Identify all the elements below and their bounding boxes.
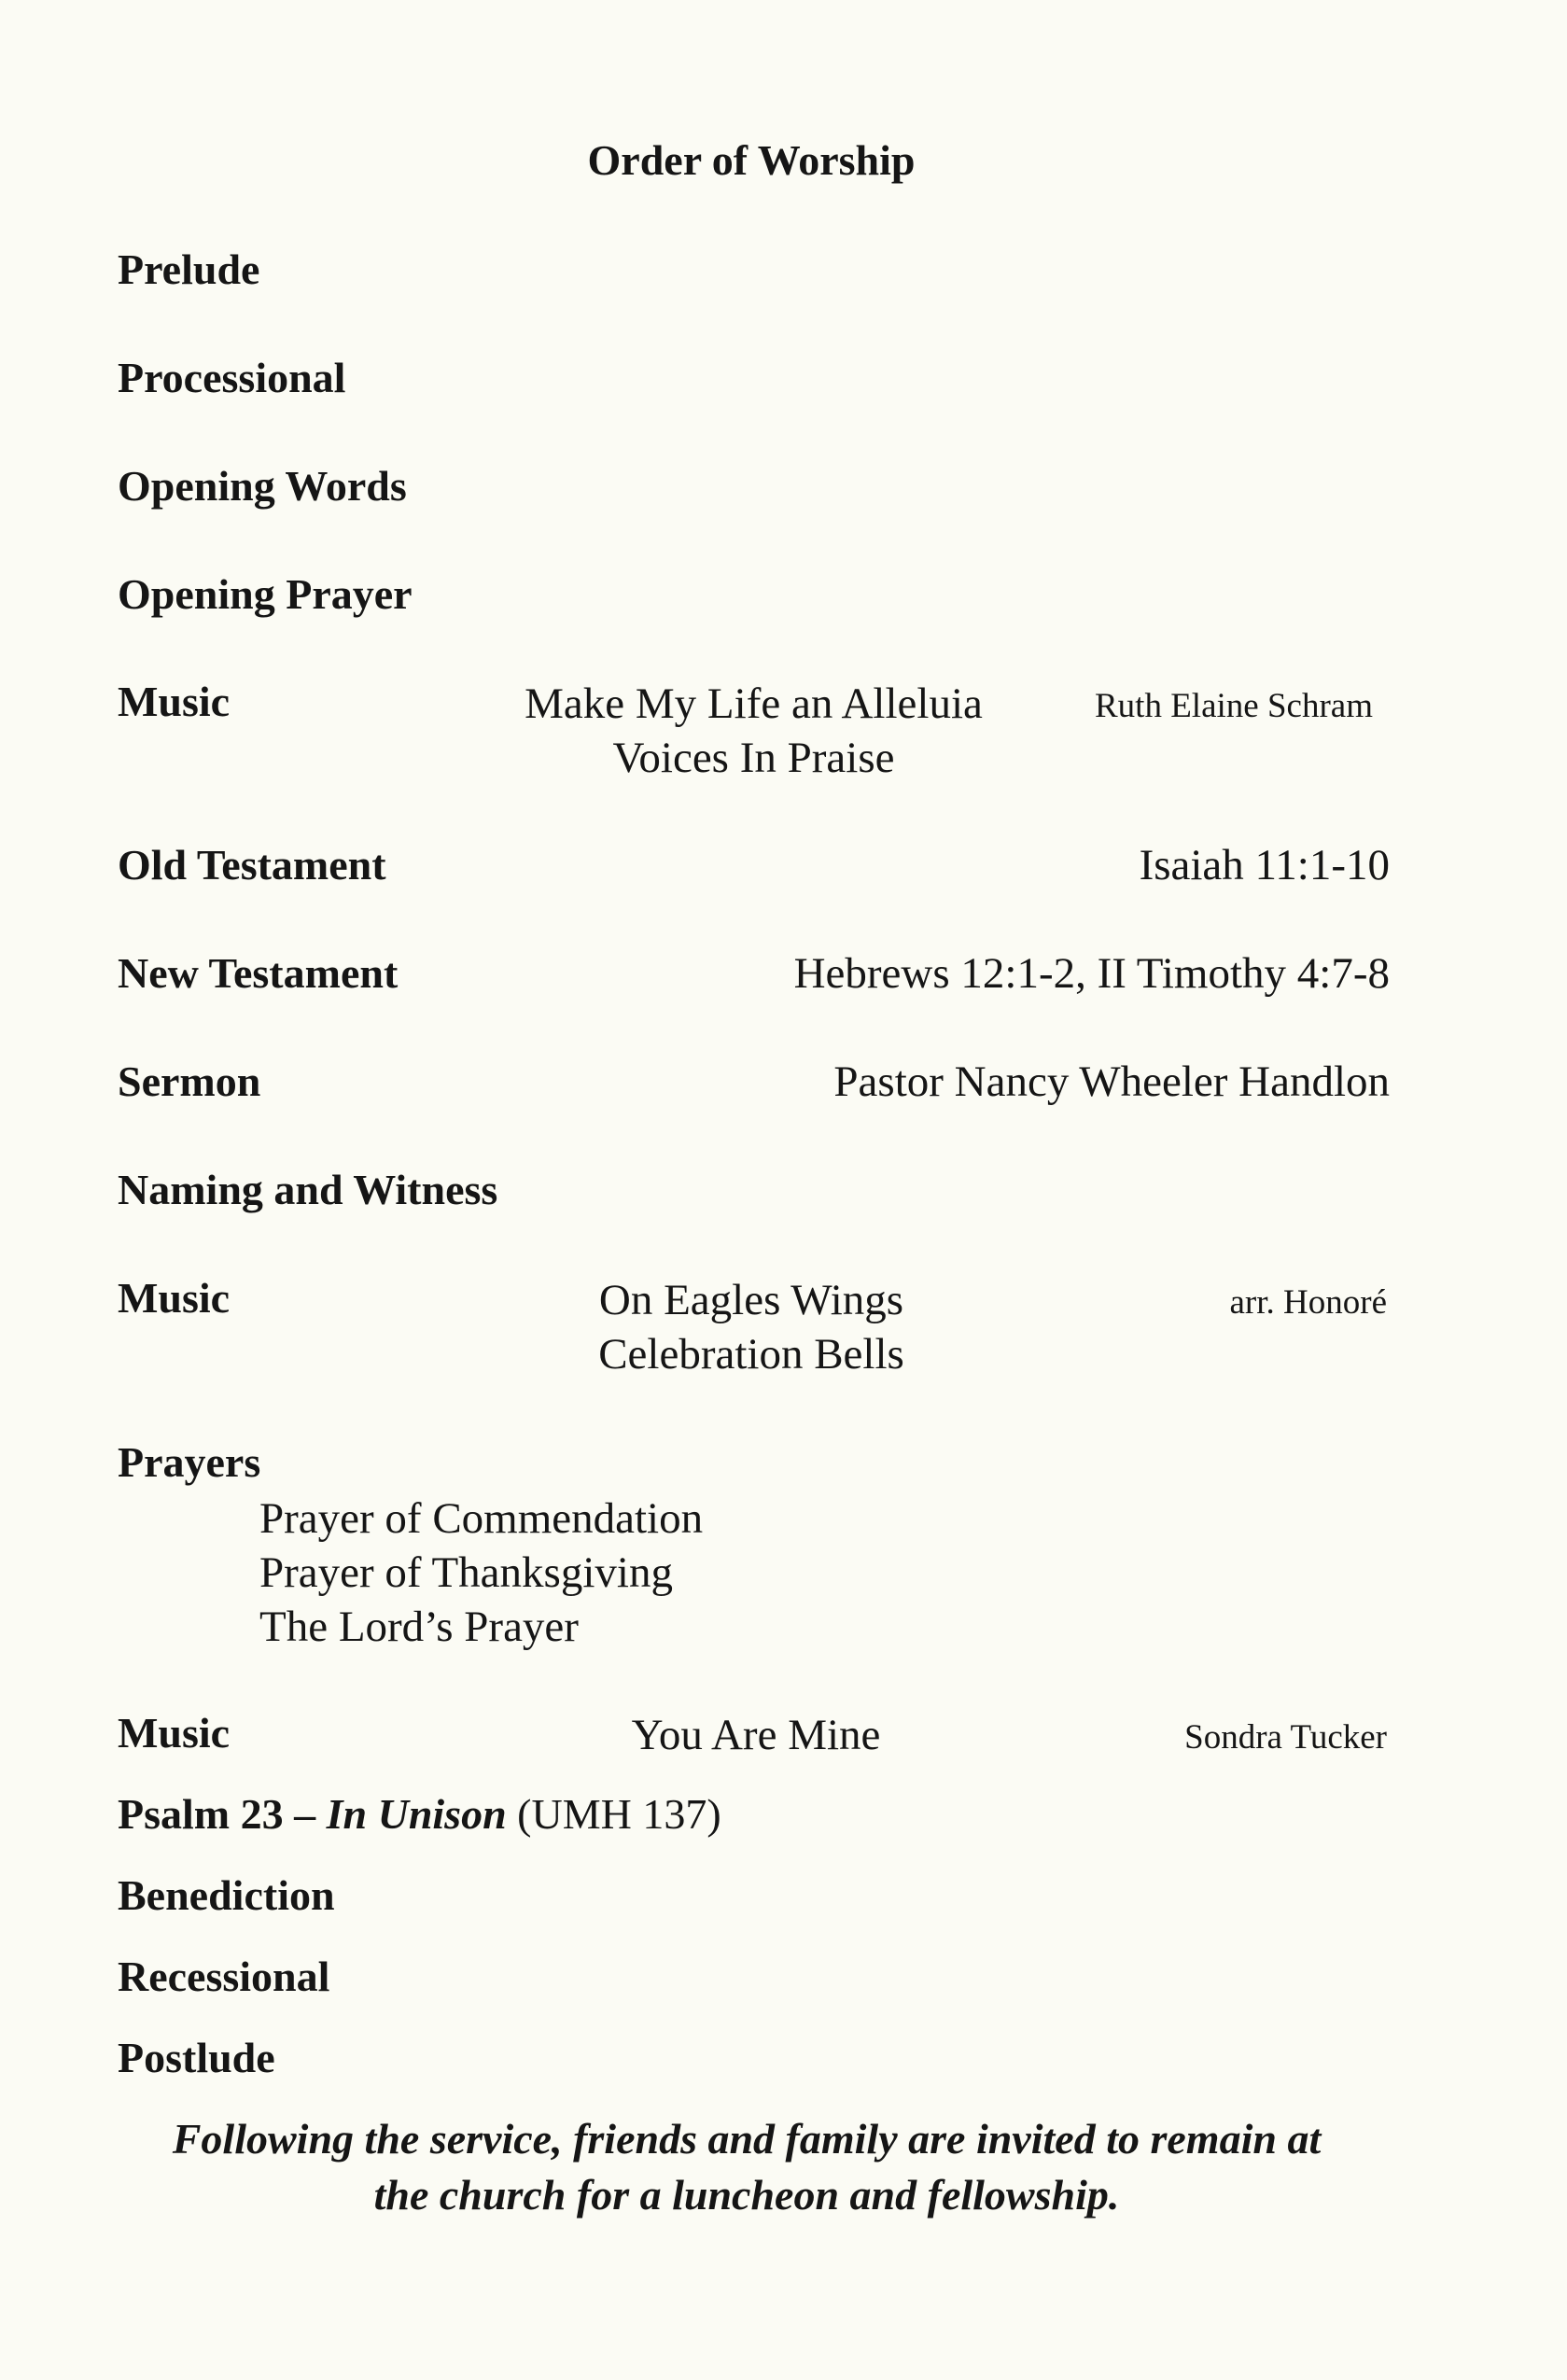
music-label: Music [118,1709,231,1757]
opening-prayer-label: Opening Prayer [118,570,413,618]
music-2-details [579,1273,924,1381]
music-1-composer: Ruth Elaine Schram [1095,687,1373,725]
music-1-details [504,677,1003,785]
recessional-label: Recessional [118,1953,330,2000]
music-2-performer: Celebration Bells [598,1330,904,1379]
music-3-title: You Are Mine [631,1711,881,1759]
music-2-title: On Eagles Wings [598,1276,904,1324]
benediction-label: Benediction [118,1871,335,1919]
prayer-thanksgiving: Prayer of Thanksgiving [259,1548,673,1597]
music-1-title: Make My Life an Alleluia [525,679,983,728]
opening-words-label: Opening Words [118,462,407,510]
music-1-performer: Voices In Praise [612,734,895,782]
psalm-emphasis: In Unison [326,1790,507,1838]
prelude-label: Prelude [118,245,260,293]
music-2-composer: arr. Honoré [1229,1283,1387,1322]
old-testament-label: Old Testament [118,841,386,889]
music-3-composer: Sondra Tucker [1184,1718,1387,1757]
psalm-reference: (UMH 137) [506,1790,721,1838]
postlude-label: Postlude [118,2034,275,2081]
new-testament-label: New Testament [118,949,399,997]
prayer-commendation: Prayer of Commendation [259,1494,704,1543]
closing-note-line-2: the church for a luncheon and fellowship. [373,2171,1120,2219]
prayers-list [259,1491,703,1654]
closing-note [56,2111,1437,2223]
prayers-label: Prayers [118,1438,261,1486]
sermon-label: Sermon [118,1057,261,1105]
new-testament-reading: Hebrews 12:1-2, II Timothy 4:7-8 [793,949,1390,998]
processional-label: Processional [118,354,346,401]
music-label: Music [118,1274,231,1322]
psalm-line [118,1789,721,1839]
closing-note-line-1: Following the service, friends and family are invited to remain at [172,2115,1322,2163]
prayer-lords: The Lord’s Prayer [259,1603,579,1651]
music-label: Music [118,678,231,725]
old-testament-reading: Isaiah 11:1-10 [1139,841,1390,889]
naming-witness-label: Naming and Witness [118,1166,498,1213]
sermon-speaker: Pastor Nancy Wheeler Handlon [833,1057,1390,1106]
page-title: Order of Worship [587,136,916,184]
psalm-label: Psalm 23 – [118,1790,327,1838]
